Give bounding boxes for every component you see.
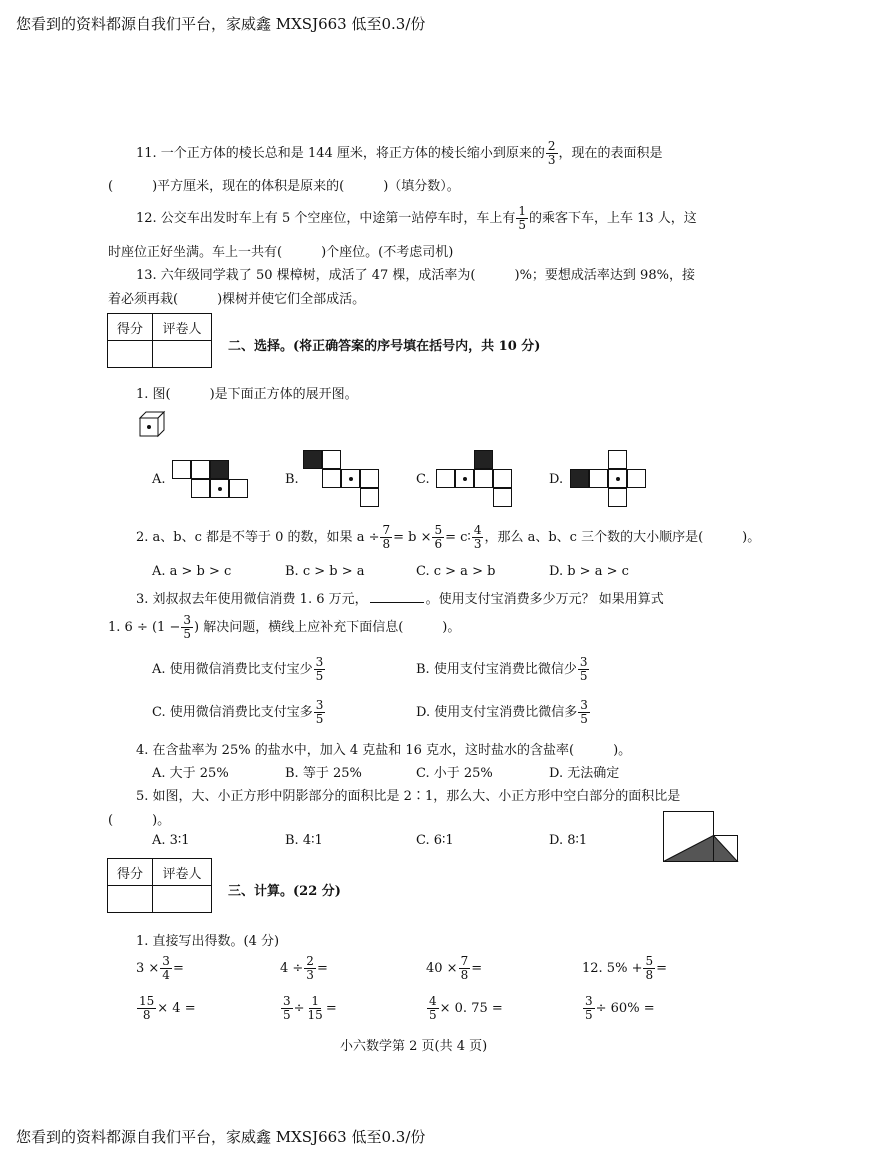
- mc5-line1: 5. 如图，大、小正方形中阴影部分的面积比是 2∶1，那么大、小正方形中空白部分的面积比是: [136, 789, 681, 804]
- question-12: [136, 205, 697, 232]
- mc2-stem: [136, 524, 760, 551]
- q11-text-a: 11. 一个正方体的棱长总和是 144 厘米，将正方体的棱长缩小到原来的: [136, 146, 545, 161]
- bottom-banner: 您看到的资料都源自我们平台，家威鑫 MXSJ663 低至0.3/份: [16, 1128, 426, 1146]
- calc-frac: $\frac{1}{15}$: [307, 994, 323, 1022]
- mc3-option-d-text: D. 使用支付宝消费比微信多: [416, 705, 578, 720]
- mc2-frac3: $\frac{4}{3}$: [473, 523, 482, 551]
- mc4-option-b: B. 等于 25%: [285, 766, 362, 781]
- q11-line2: ( )平方厘米，现在的体积是原来的( )（填分数）。: [108, 179, 460, 194]
- calc-frac: $\frac{3}{5}$: [283, 994, 291, 1022]
- calc-expr-post: ÷ 60% =: [595, 1001, 655, 1016]
- question-13: 13. 六年级同学栽了 50 棵樟树，成活了 47 棵，成活率为( )%；要想成活率达到 98%，接: [136, 268, 695, 283]
- calc-r1-item2: [280, 955, 328, 982]
- section3-title: 三、计算。(22 分): [228, 884, 341, 899]
- mc5-option-b: B. 4∶1: [285, 833, 323, 848]
- net-b-face-shaded: [303, 450, 322, 469]
- calc-r1-item1: [136, 955, 184, 982]
- score-label: 得分: [108, 859, 153, 886]
- mc1-option-c-label: C.: [416, 472, 430, 487]
- mc3-option-b-frac: $\frac{3}{5}$: [579, 655, 588, 683]
- grader-label: 评卷人: [153, 314, 212, 341]
- q13-line2: 着必须再栽( )棵树并使它们全部成活。: [108, 292, 366, 307]
- mc2-text-a: 2. a、b、c 都是不等于 0 的数，如果 a ÷: [136, 530, 380, 545]
- net-a-face-shaded: [210, 460, 229, 479]
- mc3-option-b: [416, 656, 590, 683]
- mc4-stem: 4. 在含盐率为 25% 的盐水中，加入 4 克盐和 16 克水，这时盐水的含盐率( )。: [136, 743, 632, 758]
- mc3-option-c: [152, 699, 326, 726]
- mc1-option-d-label: D.: [549, 472, 564, 487]
- net-a-face: [191, 460, 210, 479]
- calc-expr-pre: 12. 5% +: [582, 961, 643, 976]
- mc2-option-c: C. c > a > b: [416, 564, 496, 579]
- calc-expr-mid: ÷: [293, 1001, 305, 1016]
- net-d-face-dot: [608, 469, 627, 488]
- calc-expr-post: =: [325, 1001, 337, 1016]
- mc4-option-a: A. 大于 25%: [152, 766, 229, 781]
- mc2-option-b: B. c > b > a: [285, 564, 365, 579]
- net-b-face: [360, 488, 379, 507]
- net-d-face: [627, 469, 646, 488]
- net-a-face: [172, 460, 191, 479]
- top-banner: 您看到的资料都源自我们平台，家威鑫 MXSJ663 低至0.3/份: [16, 15, 426, 33]
- calc-frac: $\frac{2}{3}$: [306, 954, 314, 982]
- calc-expr-post: × 0. 75 =: [439, 1001, 503, 1016]
- calc-r1-item3: [426, 955, 482, 982]
- page-footer: 小六数学第 2 页(共 4 页): [340, 1039, 488, 1054]
- mc2-frac2: $\frac{5}{6}$: [434, 523, 443, 551]
- net-d-face-shaded: [570, 469, 589, 488]
- q12-fraction: $\frac{1}{5}$: [518, 204, 526, 232]
- section2-title: 二、选择。(将正确答案的序号填在括号内，共 10 分): [228, 339, 541, 354]
- grader-cell: [153, 341, 212, 368]
- net-d-face: [589, 469, 608, 488]
- calc-expr-pre: 4 ÷: [280, 961, 304, 976]
- mc3-text-b: 。使用支付宝消费多少万元？ 如果用算式: [425, 592, 664, 607]
- score-label: 得分: [108, 314, 153, 341]
- mc5-option-a: A. 3∶1: [152, 833, 190, 848]
- net-b-face: [322, 450, 341, 469]
- calc-expr-post: =: [172, 961, 184, 976]
- mc3-option-a-frac: $\frac{3}{5}$: [315, 655, 324, 683]
- q12-line2: 时座位正好坐满。车上一共有( )个座位。(不考虑司机): [108, 245, 454, 260]
- net-b-face: [360, 469, 379, 488]
- net-b-face: [322, 469, 341, 488]
- mc5-option-d: D. 8∶1: [549, 833, 588, 848]
- score-box-section2: [107, 313, 212, 368]
- calc-stem: 1. 直接写出得数。(4 分): [136, 934, 280, 949]
- mc3-line2-a: 1. 6 ÷ (1 −: [108, 620, 181, 635]
- mc3-option-d: [416, 699, 591, 726]
- calc-expr-post: × 4 =: [157, 1001, 196, 1016]
- net-d-face: [608, 488, 627, 507]
- calc-expr-post: =: [656, 961, 668, 976]
- mc2-text-d: ，那么 a、b、c 三个数的大小顺序是( )。: [484, 530, 761, 545]
- net-b-face-dot: [341, 469, 360, 488]
- calc-expr-post: =: [316, 961, 328, 976]
- score-cell: [108, 886, 153, 913]
- net-c-face: [493, 469, 512, 488]
- calc-expr-pre: 40 ×: [426, 961, 458, 976]
- grader-label: 评卷人: [153, 859, 212, 886]
- mc3-option-b-text: B. 使用支付宝消费比微信少: [416, 662, 577, 677]
- score-box-section3: [107, 858, 212, 913]
- mc4-option-d: D. 无法确定: [549, 766, 620, 781]
- calc-expr-post: =: [471, 961, 483, 976]
- mc3-option-c-frac: $\frac{3}{5}$: [315, 698, 324, 726]
- mc3-answer-blank: [370, 602, 424, 603]
- calc-frac: $\frac{4}{5}$: [429, 994, 437, 1022]
- mc3-option-a: [152, 656, 326, 683]
- net-c-face: [474, 469, 493, 488]
- mc2-option-d: D. b > a > c: [549, 564, 629, 579]
- calc-frac: $\frac{7}{8}$: [460, 954, 469, 982]
- calc-r1-item4: [582, 955, 667, 982]
- calc-frac: $\frac{3}{5}$: [585, 994, 593, 1022]
- grader-cell: [153, 886, 212, 913]
- squares-figure: [662, 810, 740, 862]
- mc3-line1: [136, 588, 664, 607]
- calc-r2-item4: [582, 995, 655, 1022]
- net-c-face-dot: [455, 469, 474, 488]
- mc3-frac: $\frac{3}{5}$: [183, 613, 191, 641]
- mc2-option-a: A. a > b > c: [152, 564, 232, 579]
- net-d-face: [608, 450, 627, 469]
- mc2-text-c: = c∶: [445, 530, 471, 545]
- mc1-option-b-label: B.: [285, 472, 299, 487]
- mc2-text-b: = b ×: [393, 530, 432, 545]
- net-c-face-shaded: [474, 450, 493, 469]
- mc3-option-a-text: A. 使用微信消费比支付宝少: [152, 662, 313, 677]
- mc3-option-c-text: C. 使用微信消费比支付宝多: [152, 705, 313, 720]
- mc5-option-c: C. 6∶1: [416, 833, 454, 848]
- net-a-face-dot: [210, 479, 229, 498]
- calc-expr-pre: 3 ×: [136, 961, 160, 976]
- mc2-frac1: $\frac{7}{8}$: [382, 523, 391, 551]
- score-cell: [108, 341, 153, 368]
- net-a-face: [191, 479, 210, 498]
- q12-text-b: 的乘客下车，上车 13 人，这: [528, 211, 697, 226]
- question-11: [136, 140, 663, 167]
- mc3-line2: [108, 614, 460, 641]
- calc-frac: $\frac{3}{4}$: [162, 954, 170, 982]
- net-a-face: [229, 479, 248, 498]
- mc5-line2: ( )。: [108, 813, 171, 828]
- net-c-face: [493, 488, 512, 507]
- mc3-line2-b: ) 解决问题，横线上应补充下面信息( )。: [193, 620, 461, 635]
- mc3-option-d-frac: $\frac{3}{5}$: [580, 698, 588, 726]
- mc3-text-a: 3. 刘叔叔去年使用微信消费 1. 6 万元，: [136, 592, 368, 607]
- calc-frac: $\frac{5}{8}$: [645, 954, 654, 982]
- cube-icon: [138, 410, 166, 438]
- calc-r2-item3: [426, 995, 503, 1022]
- calc-r2-item1: [136, 995, 196, 1022]
- net-c-face: [436, 469, 455, 488]
- calc-r2-item2: [280, 995, 337, 1022]
- q12-text-a: 12. 公交车出发时车上有 5 个空座位，中途第一站停车时，车上有: [136, 211, 516, 226]
- mc4-option-c: C. 小于 25%: [416, 766, 493, 781]
- mc1-stem: 1. 图( )是下面正方体的展开图。: [136, 387, 358, 402]
- q11-fraction: $\frac{2}{3}$: [547, 139, 556, 167]
- q11-text-b: ，现在的表面积是: [558, 146, 663, 161]
- calc-frac: $\frac{15}{8}$: [139, 994, 155, 1022]
- mc1-option-a-label: A.: [152, 472, 166, 487]
